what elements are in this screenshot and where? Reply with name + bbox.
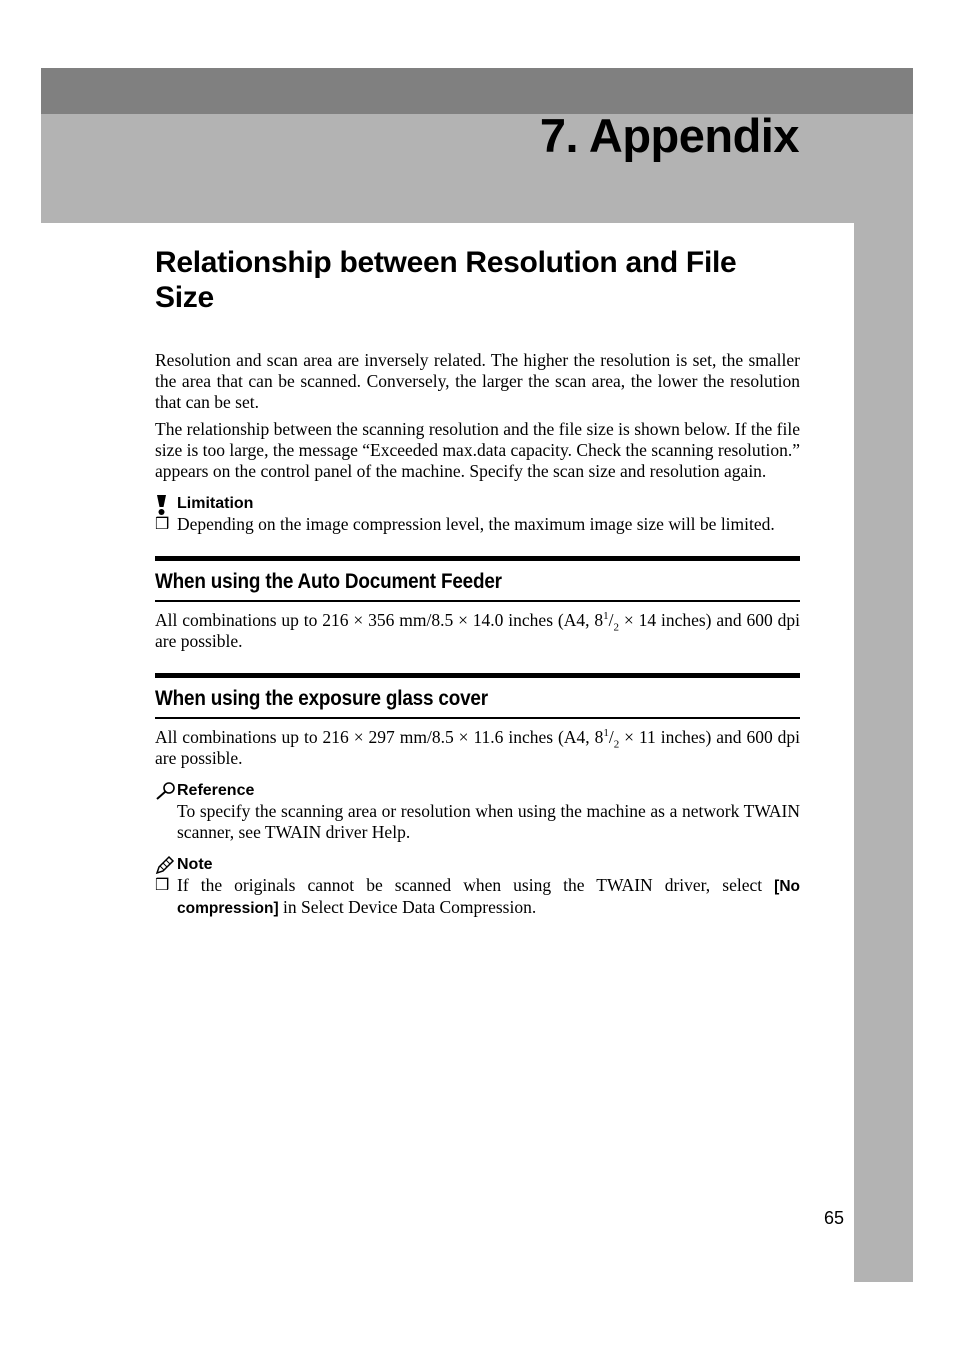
no-compression-keyword: [No compression]: [177, 878, 800, 917]
reference-heading: [155, 781, 800, 801]
adf-text: All combinations up to 216 × 356 mm/8.5 × 14.0 inches (A4, $8^1/_2 \times 14$ inches) and 600 dpi are possible.: [155, 610, 800, 651]
note-heading: [155, 855, 800, 875]
limitation-text: Depending on the image compression level, the maximum image size will be limited.: [177, 514, 775, 534]
note-item: [155, 875, 800, 919]
checkbox-bullet-icon: ❒: [155, 877, 170, 894]
magnifier-icon: [155, 781, 177, 801]
exclamation-icon: [155, 494, 177, 514]
adf-heading: When using the Auto Document Feeder: [155, 570, 502, 593]
reference-text: To specify the scanning area or resolution when using the machine as a network TWAIN scanner, see TWAIN driver Help.: [177, 801, 800, 842]
page-number: 65: [824, 1208, 845, 1228]
intro-paragraph-1: Resolution and scan area are inversely related. The higher the resolution is set, the smaller the area that can be scanned. Conversely, the larger the scan area, the lower the resolution that can be set.: [155, 350, 800, 412]
adf-heading-block: [155, 556, 800, 602]
page-side-tab: [854, 223, 913, 1282]
glass-text: All combinations up to 216 × 297 mm/8.5 × 11.6 inches (A4, $8^1/_2 \times 11$ inches) and 600 dpi are possible.: [155, 727, 800, 768]
section-title: Relationship between Resolution and File Size: [155, 246, 737, 314]
glass-heading-block: [155, 673, 800, 719]
chapter-title: 7. Appendix: [539, 109, 799, 162]
reference-label: Reference: [177, 782, 255, 799]
checkbox-bullet-icon: ❒: [155, 516, 170, 533]
limitation-item: [155, 514, 800, 535]
note-text: If the originals cannot be scanned when using the TWAIN driver, select [No compression] in Select Device Data Compression.: [177, 875, 800, 917]
limitation-label: Limitation: [177, 495, 254, 512]
page-content: [155, 245, 800, 919]
note-label: Note: [177, 856, 213, 873]
limitation-heading: [155, 494, 800, 514]
intro-paragraph-2: The relationship between the scanning resolution and the file size is shown below. If the file size is too large, the message “Exceeded max.data capacity. Check the scanning resolution.” appears on the control panel of the machine. Specify the scan size and resolution again.: [155, 419, 800, 481]
glass-heading: When using the exposure glass cover: [155, 687, 488, 710]
pencil-icon: [155, 855, 177, 875]
